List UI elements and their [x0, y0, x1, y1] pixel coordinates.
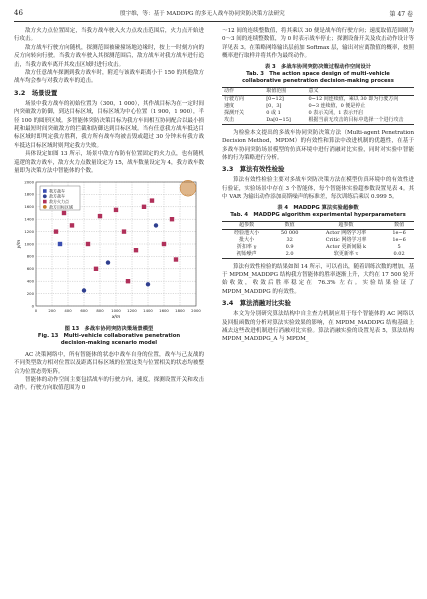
table-cell: 5: [397, 243, 401, 250]
paragraph: ～12 间的连续整数值，将其乘以 30 便是战车的行驶方向；速度取值范围则为 0～3 间的连续整数值，为 0 时表示战车停止；探测设备开关及攻击动作设计等详见表 3。在策略网络输出层前加 Softmax 层，输出对应离散值的概率，按照概率进行取样并将其作为最终动作。: [222, 28, 414, 60]
table-cell: Da[0~15]: [266, 116, 291, 123]
figure-caption-en-2: decision-making scenario model: [60, 340, 158, 347]
data-point-square: [94, 266, 98, 270]
table-cell: [0，3]: [266, 102, 282, 109]
table-cell: Actor 更新间隔 k: [326, 243, 367, 250]
table-row: [222, 229, 414, 237]
table-cell: 0 表示关闭，1 表示开启: [308, 109, 364, 116]
paragraph: 敌方火力点位置固定，当我方战车驶入火力点攻击范围后，火力点开始进行攻击。: [14, 28, 204, 43]
data-point-square: [150, 198, 154, 202]
target-area-circle: [180, 180, 196, 196]
y-tick-label: 1800: [24, 191, 34, 197]
table-cell: Actor 网络学习率: [325, 229, 367, 236]
section-heading: 3.2 场景设置: [14, 88, 58, 97]
table-cell: 1e−6: [392, 229, 406, 236]
legend-label: 我方战车: [49, 187, 65, 193]
table-cell: 50 000: [280, 229, 299, 236]
data-point-square: [122, 229, 126, 233]
y-tick-label: 800: [26, 253, 34, 259]
x-tick-label: 2000: [191, 307, 201, 313]
table-row: [222, 117, 414, 125]
legend-label: 敌方目标区域: [49, 203, 73, 209]
table-cell: 探测开关: [224, 109, 245, 116]
left-column: [14, 27, 204, 393]
y-tick-label: 400: [26, 278, 34, 283]
table-header-row: [222, 87, 414, 95]
y-tick-label: 2000: [24, 178, 34, 184]
table-cell: 折扣率 γ: [236, 243, 257, 250]
paragraph: AC 决策网络中，所有智能体的状态中战车自身的位置，战车与己友战的不同类型敌方相对位置以及距离目标区域的位置这类与位置相关的状态均被整合为位置态势矩阵。: [14, 351, 204, 375]
table-cell: 0.9: [285, 243, 294, 250]
table-header-cell: 超参数: [308, 221, 384, 229]
table-cell: 软更新率 τ: [333, 250, 359, 257]
x-tick-label: 1800: [175, 307, 185, 313]
table-row: [222, 110, 414, 117]
table-cell: 根据当前无攻击的目标中选择一个进行攻击: [308, 116, 404, 123]
page-number: 46: [14, 9, 23, 17]
legend-swatch: [43, 205, 47, 209]
table-header-cell: 数值: [271, 221, 308, 229]
paragraph: 敌方任意战车探测到我方战车时，附近与该战车距离小于 150 的其他敌方战车均会参与对我方战车的追击。: [14, 70, 204, 85]
x-tick-label: 0: [34, 307, 38, 313]
section-heading: 3.4 算法消融对比实验: [222, 299, 291, 308]
data-point-circle: [154, 223, 158, 227]
x-tick-label: 1000: [111, 307, 121, 313]
paragraph: 算法有效性检验的结果如图 14 所示，可以看出，随着训练次数的增加，基于 MPDM_MADDPG 结构我方智能体的胜率逐渐上升，大约在 17 500 轮开始收敛，收敛后胜率稳定在 76.3% 左右。实验结果验证了 MPDM_MADDPG 的有效性。: [222, 263, 414, 295]
data-point-square: [98, 213, 102, 217]
y-tick-label: 600: [26, 265, 34, 271]
y-axis-label: y/m: [17, 239, 22, 248]
legend-swatch: [43, 194, 47, 198]
y-tick-label: 1000: [24, 240, 34, 246]
data-point-square: [174, 257, 178, 261]
table-header-cell: 动作: [222, 87, 264, 95]
x-tick-label: 800: [96, 307, 104, 313]
paragraph: 为检验本文提出的多战车协同突防决策方法（Multi-agent Penetration Decision Method，MPDM）的有效性和算法中改进机制的优越性，在基于多战车协同突防场景模型的仿真环境中进行消融对比实验，同时对实验中智能体的行为策略进行分析。: [222, 129, 414, 162]
data-point-square: [54, 229, 58, 233]
y-tick-label: 1200: [24, 228, 34, 234]
data-point-circle: [82, 288, 86, 292]
table-cell: 行驶方向: [224, 95, 245, 102]
data-point-square: [86, 241, 90, 245]
data-point-square: [142, 204, 146, 208]
table-caption-en: Tab. 3 The action space design of multi-vehicle: [246, 71, 390, 78]
data-point-square: [70, 223, 74, 227]
table-cell: Critic 网络学习率: [325, 236, 367, 243]
table-cell: 2.0: [285, 250, 294, 257]
x-tick-label: 1600: [159, 307, 169, 313]
data-point-circle: [146, 282, 150, 286]
section-heading: 3.3 算法有效性检验: [222, 165, 285, 174]
data-point-square: [134, 248, 138, 252]
table-cell: 0 或 1: [266, 109, 281, 116]
table-cell: 1e−6: [392, 236, 406, 243]
legend-label: 敌方火力点: [49, 198, 69, 204]
running-title: 殷宇维，等：基于 MADDPG 的多无人战车协同突防决策方法研究: [120, 11, 285, 17]
figure-13: [14, 178, 204, 326]
x-tick-label: 200: [48, 307, 56, 313]
data-point-circle: [106, 260, 110, 264]
table-row: [222, 251, 414, 259]
x-tick-label: 1400: [143, 307, 153, 313]
table-row: [222, 103, 414, 110]
table-caption-en: Tab. 4 MADDPG algorithm experimental hyperparameters: [230, 212, 406, 219]
table-caption-cn: 表 4 MADDPG 算法实验超参数: [277, 204, 359, 211]
table-row: [222, 95, 414, 103]
table-caption-en-2: collaborative penetration decision-making process: [242, 78, 394, 85]
y-tick-label: 200: [26, 290, 34, 296]
table-cell: 批大小: [239, 236, 255, 243]
table-cell: 初始噪声: [236, 250, 257, 257]
table-cell: 32: [286, 236, 293, 243]
legend-label: 敌方战车: [49, 193, 65, 199]
table-caption-cn: 表 3 多战车协同突防决策过程动作空间设计: [264, 63, 372, 70]
table-cell: 攻击: [224, 116, 235, 123]
table-header-cell: 超参数: [222, 221, 271, 229]
data-point-square: [114, 207, 118, 211]
paragraph: 智能体的动作空间主要包括战车的行驶方向，速度，探测设置开关和攻击动作。行驶方向取值范围为 0: [14, 376, 204, 392]
table-cell: [0~12]: [266, 95, 284, 102]
y-tick-label: 0: [31, 302, 34, 308]
data-point-square: [58, 241, 62, 245]
table-header-row: [222, 221, 414, 229]
legend-swatch: [43, 199, 47, 203]
table-row: [222, 244, 414, 251]
table-header-cell: 取值范围: [264, 87, 306, 95]
paragraph: 具体设定如图 13 所示，场景中敌方布防有位置固定的火力点，也有随机巡逻的敌方战车，敌方火力点数量设定为 15，战车数量设定为 4，我方战车数量即为决策方法中智能体的个数。: [14, 151, 204, 175]
table-header-cell: 意义: [306, 87, 414, 95]
volume-label: 第 47 卷: [389, 11, 413, 18]
paragraph: 场景中我方战车的初始位置为（300，1 000），其作战目标为在一定时间内突破敌方防御，到达目标区域，目标区域为中心位置（1 900，1 900），半径 100 的圆形区域。多智能体突防决策目标为我方车间相互协同配合以最小损耗和最短时间突破敌方的拦截和防御达到目标区域。当有任意我方战车抵达目标区域时即判定我方胜利，我方所有战车均被击毁或超过 30 分钟未有我方战车抵达目标区域时则判定我方失败。: [14, 100, 204, 149]
figure-caption-en: Fig. 13 Multi-vehicle collaborative penetration: [37, 332, 181, 339]
y-tick-label: 1600: [24, 203, 34, 209]
table-cell: 0.02: [393, 250, 405, 257]
data-point-square: [62, 210, 66, 214]
header-rule: [14, 21, 413, 22]
table-row: [222, 237, 414, 244]
y-tick-label: 1400: [24, 216, 34, 221]
x-tick-label: 1200: [127, 307, 137, 313]
data-point-square: [126, 279, 130, 283]
figure-caption-cn: 图 13 多战车协同突防决策场景模型: [64, 325, 154, 332]
legend-swatch: [43, 189, 47, 193]
x-tick-label: 400: [64, 307, 72, 313]
x-axis-label: x/m: [111, 314, 121, 320]
data-point-square: [170, 217, 174, 221]
table-4: [222, 221, 414, 259]
paragraph: 本文为分别研究算法结构中自主查力机制应用于每个智能体的 AC 网络以及回报函数的分析对算法实验效果的影响，在 MPDM_MADDPG 结构基础上减去这些改进机制进行消融对比实验。算法消融实验的设置见表 5，算法结构 MPDM_MADDPG_A 与 MPDM_: [222, 311, 414, 343]
paragraph: 算法有效性检验主要对多战车突防决策方法在模型仿真环境中的有效性进行验证，实验场景中存在 3 个智能体，每个智能体实验超参数设置见表 4。其中 VAR 为输出动作添加高斯噪声的标准差，每次训练后乘以 0.999 5。: [222, 177, 414, 201]
scenario-scatter-chart: [14, 178, 204, 326]
table-cell: 0~12 间连续值，乘以 30 即为行驶方向: [308, 95, 399, 102]
table-3: [222, 87, 414, 125]
data-point-square: [162, 241, 166, 245]
paragraph: 敌方战车行驶方向随机，探测范围被碰撞场地边缘时，按上一时刻方向的反方向转向行驶。当我方战车驶入其探测范围后，敌方战车对我方战车进行追击，当我方战车离开其攻击区域时进行攻击。: [14, 44, 204, 68]
page-header: [0, 0, 427, 26]
table-header-cell: 数值: [384, 221, 414, 229]
x-tick-label: 600: [80, 307, 88, 313]
table-cell: 速度: [224, 102, 235, 109]
right-column: [222, 27, 414, 344]
table-cell: 0~3 连续值，0 便是停止: [308, 102, 366, 109]
table-cell: 经验池大小: [234, 229, 260, 236]
